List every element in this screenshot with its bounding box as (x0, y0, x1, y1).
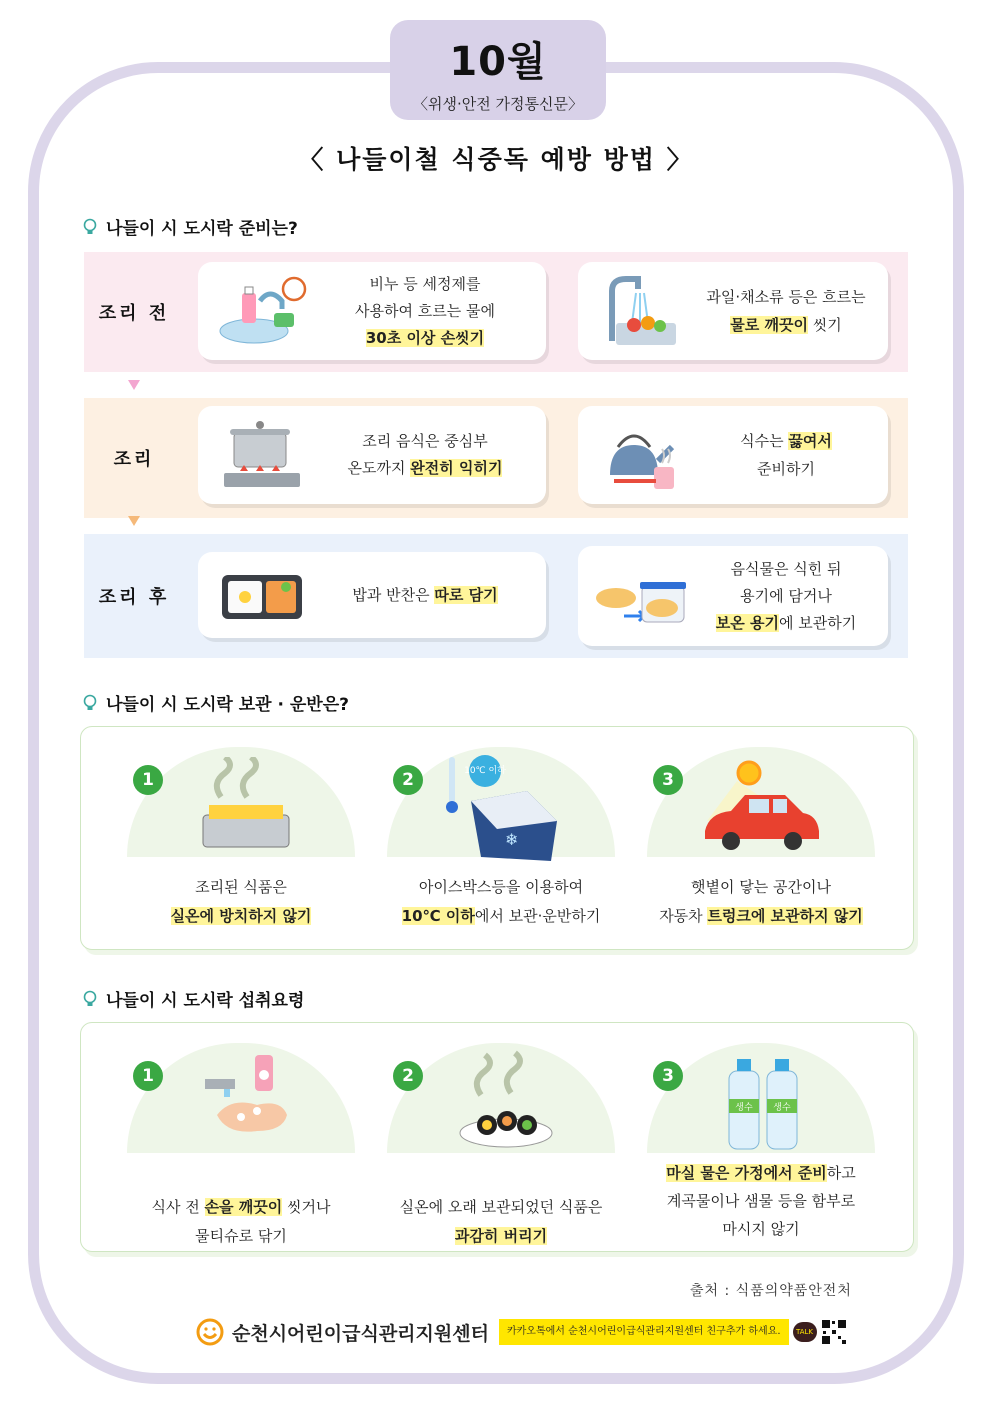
step-text: 햇볕이 닿는 공간이나 (691, 878, 831, 896)
water-bottles-icon (715, 1049, 825, 1153)
kettle-icon (592, 415, 692, 495)
stage-cooking (84, 398, 908, 518)
eating-panel (80, 1022, 914, 1252)
stage-before-cooking (84, 252, 908, 372)
tip-text: 식수는 (740, 432, 789, 450)
qr-code-icon[interactable] (821, 1319, 847, 1345)
step-text: 아이스박스등을 이용하여 (418, 878, 584, 896)
tip-text: 사용하여 흐르는 물에 (355, 301, 495, 320)
faucet-vegetables-icon (592, 271, 692, 351)
step-text: 계곡물이나 샘물 등을 함부로 (666, 1192, 856, 1210)
food-container-icon (592, 556, 692, 636)
section-title: 나들이 시 도시락 보관 · 운반은? (106, 695, 349, 715)
step-number-badge: 1 (133, 1061, 163, 1091)
newsletter-subtitle: 〈위생·안전 가정통신문〉 (413, 95, 583, 113)
step-highlight: 과감히 버리기 (454, 1227, 548, 1245)
tip-card (578, 262, 888, 360)
step-number-badge: 2 (393, 765, 423, 795)
step-text: 식사 전 (151, 1198, 205, 1216)
tip-text: 조리 음식은 중심부 (362, 432, 488, 450)
step-text: 조리된 식품은 (195, 878, 287, 896)
lightbulb-icon (82, 694, 98, 712)
tip-highlight: 따로 담기 (434, 585, 498, 604)
eating-step (111, 1043, 371, 1243)
organization-name: 순천시어린이급식관리지원센터 (232, 1322, 489, 1345)
month-header (390, 20, 606, 120)
stage-label: 조리 전 (98, 303, 170, 324)
step-text: 하고 (826, 1164, 856, 1182)
svg-text:생수: 생수 (773, 1103, 791, 1113)
handwash-icon (212, 271, 312, 351)
spoiled-gimbap-icon (451, 1045, 561, 1153)
smiley-logo-icon (196, 1318, 224, 1346)
svg-text:생수: 생수 (735, 1103, 753, 1113)
tip-highlight: 물로 깨끗이 (730, 316, 808, 334)
cooking-pot-icon (212, 415, 312, 495)
steaming-food-tray-icon (191, 757, 301, 857)
tip-highlight: 완전히 익히기 (410, 459, 503, 477)
step-text: 씻거나 (282, 1198, 331, 1216)
tip-text: 준비하기 (757, 460, 815, 478)
step-text: 마시지 않기 (722, 1220, 800, 1238)
storage-step (371, 747, 631, 937)
svg-text:10℃ 이하: 10℃ 이하 (464, 766, 506, 776)
section-heading-storage (82, 690, 349, 715)
lunchbox-icon (212, 555, 312, 635)
down-arrow-icon (128, 516, 140, 526)
tip-card (198, 552, 546, 638)
footer (196, 1318, 847, 1346)
tip-text: 씻기 (807, 316, 842, 334)
step-highlight: 손을 깨끗이 (204, 1198, 283, 1216)
tip-card (578, 406, 888, 504)
lightbulb-icon (82, 990, 98, 1008)
eating-step (631, 1043, 891, 1243)
storage-panel (80, 726, 914, 950)
stage-label: 조리 후 (98, 587, 170, 608)
step-highlight: 실온에 방치하지 않기 (170, 907, 312, 925)
section-heading-eating (82, 986, 304, 1011)
tip-text: 온도까지 (347, 459, 411, 477)
svg-text:❄: ❄ (505, 830, 519, 849)
step-highlight: 트렁크에 보관하지 않기 (707, 907, 863, 925)
kakao-banner: 카카오톡에서 순천시어린이급식관리지원센터 친구추가 하세요. (499, 1319, 789, 1345)
section-heading-prepare (82, 214, 298, 239)
step-highlight: 마실 물은 가정에서 준비 (666, 1164, 827, 1182)
tip-text: 비누 등 세정제를 (369, 274, 481, 293)
step-highlight: 10℃ 이하 (401, 907, 475, 925)
cooler-box-icon (441, 751, 571, 863)
eating-step (371, 1043, 631, 1243)
tip-highlight: 끓여서 (788, 432, 832, 450)
step-text: 물티슈로 닦기 (195, 1227, 287, 1245)
storage-step (111, 747, 371, 937)
tip-text: 음식물은 식힌 뒤 (730, 559, 842, 578)
step-text: 에서 보관·운반하기 (474, 907, 601, 925)
section-title: 나들이 시 도시락 섭취요령 (106, 991, 305, 1011)
step-number-badge: 3 (653, 1061, 683, 1091)
source-citation: 출처 : 식품의약품안전처 (690, 1283, 852, 1299)
down-arrow-icon (128, 380, 140, 390)
step-number-badge: 3 (653, 765, 683, 795)
tip-text: 에 보관하기 (778, 613, 857, 632)
month-title: 10월 (449, 39, 547, 85)
washing-hands-icon (197, 1045, 307, 1153)
stage-after-cooking (84, 534, 908, 658)
page-title: 〈 나들이철 식중독 예방 방법 〉 (298, 145, 694, 174)
tip-highlight: 30초 이상 손씻기 (365, 328, 485, 347)
tip-card (198, 262, 546, 360)
tip-card (198, 406, 546, 504)
lightbulb-icon (82, 218, 98, 236)
tip-text: 과일·채소류 등은 흐르는 (706, 288, 866, 306)
step-text: 실온에 오래 보관되었던 식품은 (399, 1198, 603, 1216)
car-sun-icon (697, 755, 827, 859)
tip-text: 용기에 담거나 (740, 586, 832, 605)
step-number-badge: 2 (393, 1061, 423, 1091)
kakao-talk-icon: TALK (793, 1322, 817, 1342)
step-text: 자동차 (659, 907, 708, 925)
tip-highlight: 보온 용기 (715, 613, 779, 632)
tip-text: 밥과 반찬은 (352, 585, 435, 604)
stage-label: 조리 (113, 449, 155, 470)
tip-card (578, 546, 888, 646)
step-number-badge: 1 (133, 765, 163, 795)
section-title: 나들이 시 도시락 준비는? (106, 219, 298, 239)
storage-step (631, 747, 891, 937)
